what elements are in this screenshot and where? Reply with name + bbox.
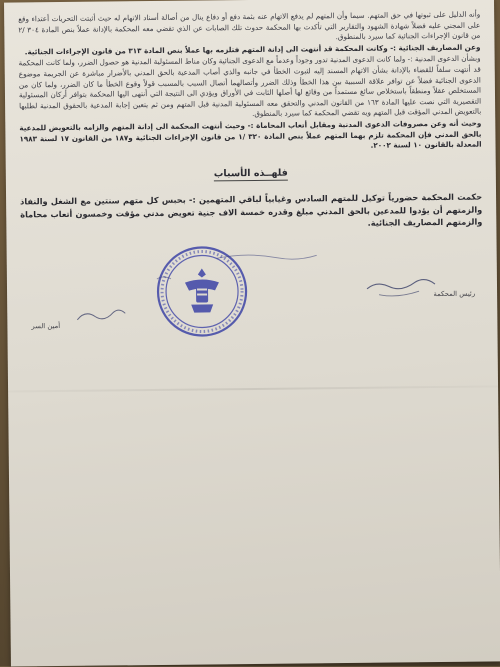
paragraph-civil-suit: وبشأن الدعوى المدنية :- ولما كانت الدعوى المدنية تدور وجوداً وعدماً مع الدعوى الجنائية وكان مناط المسئولية المدنية هو حصول الضرر، ولما كانت المحكمة قد أنتهت سلفاً للقضاء بالإدانة بشأن الاتهام المسند إليه لثبوت الخطأ في جانبه والذي أصاب المدعية بالحق المدني بالأضرار مباشرة عن الجريمة موضوع الدعوى الجنائية فضلاً عن توافر علاقة السببية بين هذا الخطأ وذلك الضرر وأتصالهما أتصال السبب بالمسبب قولاً وقوع الخطأ ما كان الضرر، ولما كان من المستخلص عقلاً ومنطقاً باستخلاص سائغ مستمداً من وقائع لها أصلها الثابت في الأوراق ويؤدي الى النتيجة التي أنتهى اليها المحكمة بتوافر أركان المسئولية التقصيرية التي نصت عليها المادة ١٦٣ من القانون المدني والتحقق معه المسئولية المدنية قبل المتهم ومن ثم يتعين إجابة المدعية بالحقوق المدنية لطلبها بالتعويض المدني المؤقت قبل المتهم ويه تقضي المحكمة كما سيرد بالمنطوق. xyxy=(18,53,482,119)
paragraph-civil-costs: وحيث أنه وعن مصروفات الدعوى المدنية ومقابل أتعاب المحاماة :- وحيث أنتهت المحكمة الى إدانة المتهم والزامه بالتعويض للمدعية بالحق المدني فإن المحكمة تلزم بهما المتهم عملاً بنص المادة ٣٢٠ /١ من قانون الإجراءات الجنائية و١٨٧ من القانون ١٧ لسنة ١٩٨٣ المعدلة بالقانون ١٠ لسنة ٢٠٠٢. xyxy=(19,118,482,150)
paragraph-evidence: وأنه الدليل على ثبوتها في حق المتهم. سيما وأن المتهم لم يدفع الاتهام عنه بثمة دفع أو دفاع ينال من أصالة أسناد الاتهام له حيث أثبتت التحريات أعتداء وقع على المجني عليه فضلاً شهادة الشهود والتقارير التي تأكدت بها المحكمة حدوث تلك الصابات عن الذي تقضي معه المحكمة بالإدانة عملاً بنص المادة ٣٠٤ /٢ من قانون الإجراءات الجنائية كما سيرد بالمنطوق. xyxy=(18,9,481,42)
handwritten-signatures xyxy=(4,0,498,423)
reasons-heading: فلهــذه الأسباب xyxy=(213,167,288,180)
verdict-text: حكمت المحكمة حضورياً توكيل للمتهم السادس وغيابياً لباقي المتهمين :- بحبس كل متهم سنتين مع الشغل والنفاذ والزمتهم أن يؤدوا للمدعين بالحق المدني مبلغ وقدره خمسة الاف جنية تعويض مدني مؤقت وخمسون أتعاب محاماة والزمتهم المصاريف الجنائية. xyxy=(20,191,483,229)
document-page xyxy=(4,0,500,667)
signature-court-secretary: أمين السر xyxy=(31,321,61,331)
signature-court-president: رئيس المحكمة xyxy=(433,289,476,299)
paragraph-criminal-costs: وعن المصاريف الجنائية :- وكانت المحكمة قد أنتهت الى إدانة المتهم فتلزمه بها عملاً بنص المادة ٣١٣ من قانون الإجراءات الجنائية. xyxy=(24,42,481,57)
